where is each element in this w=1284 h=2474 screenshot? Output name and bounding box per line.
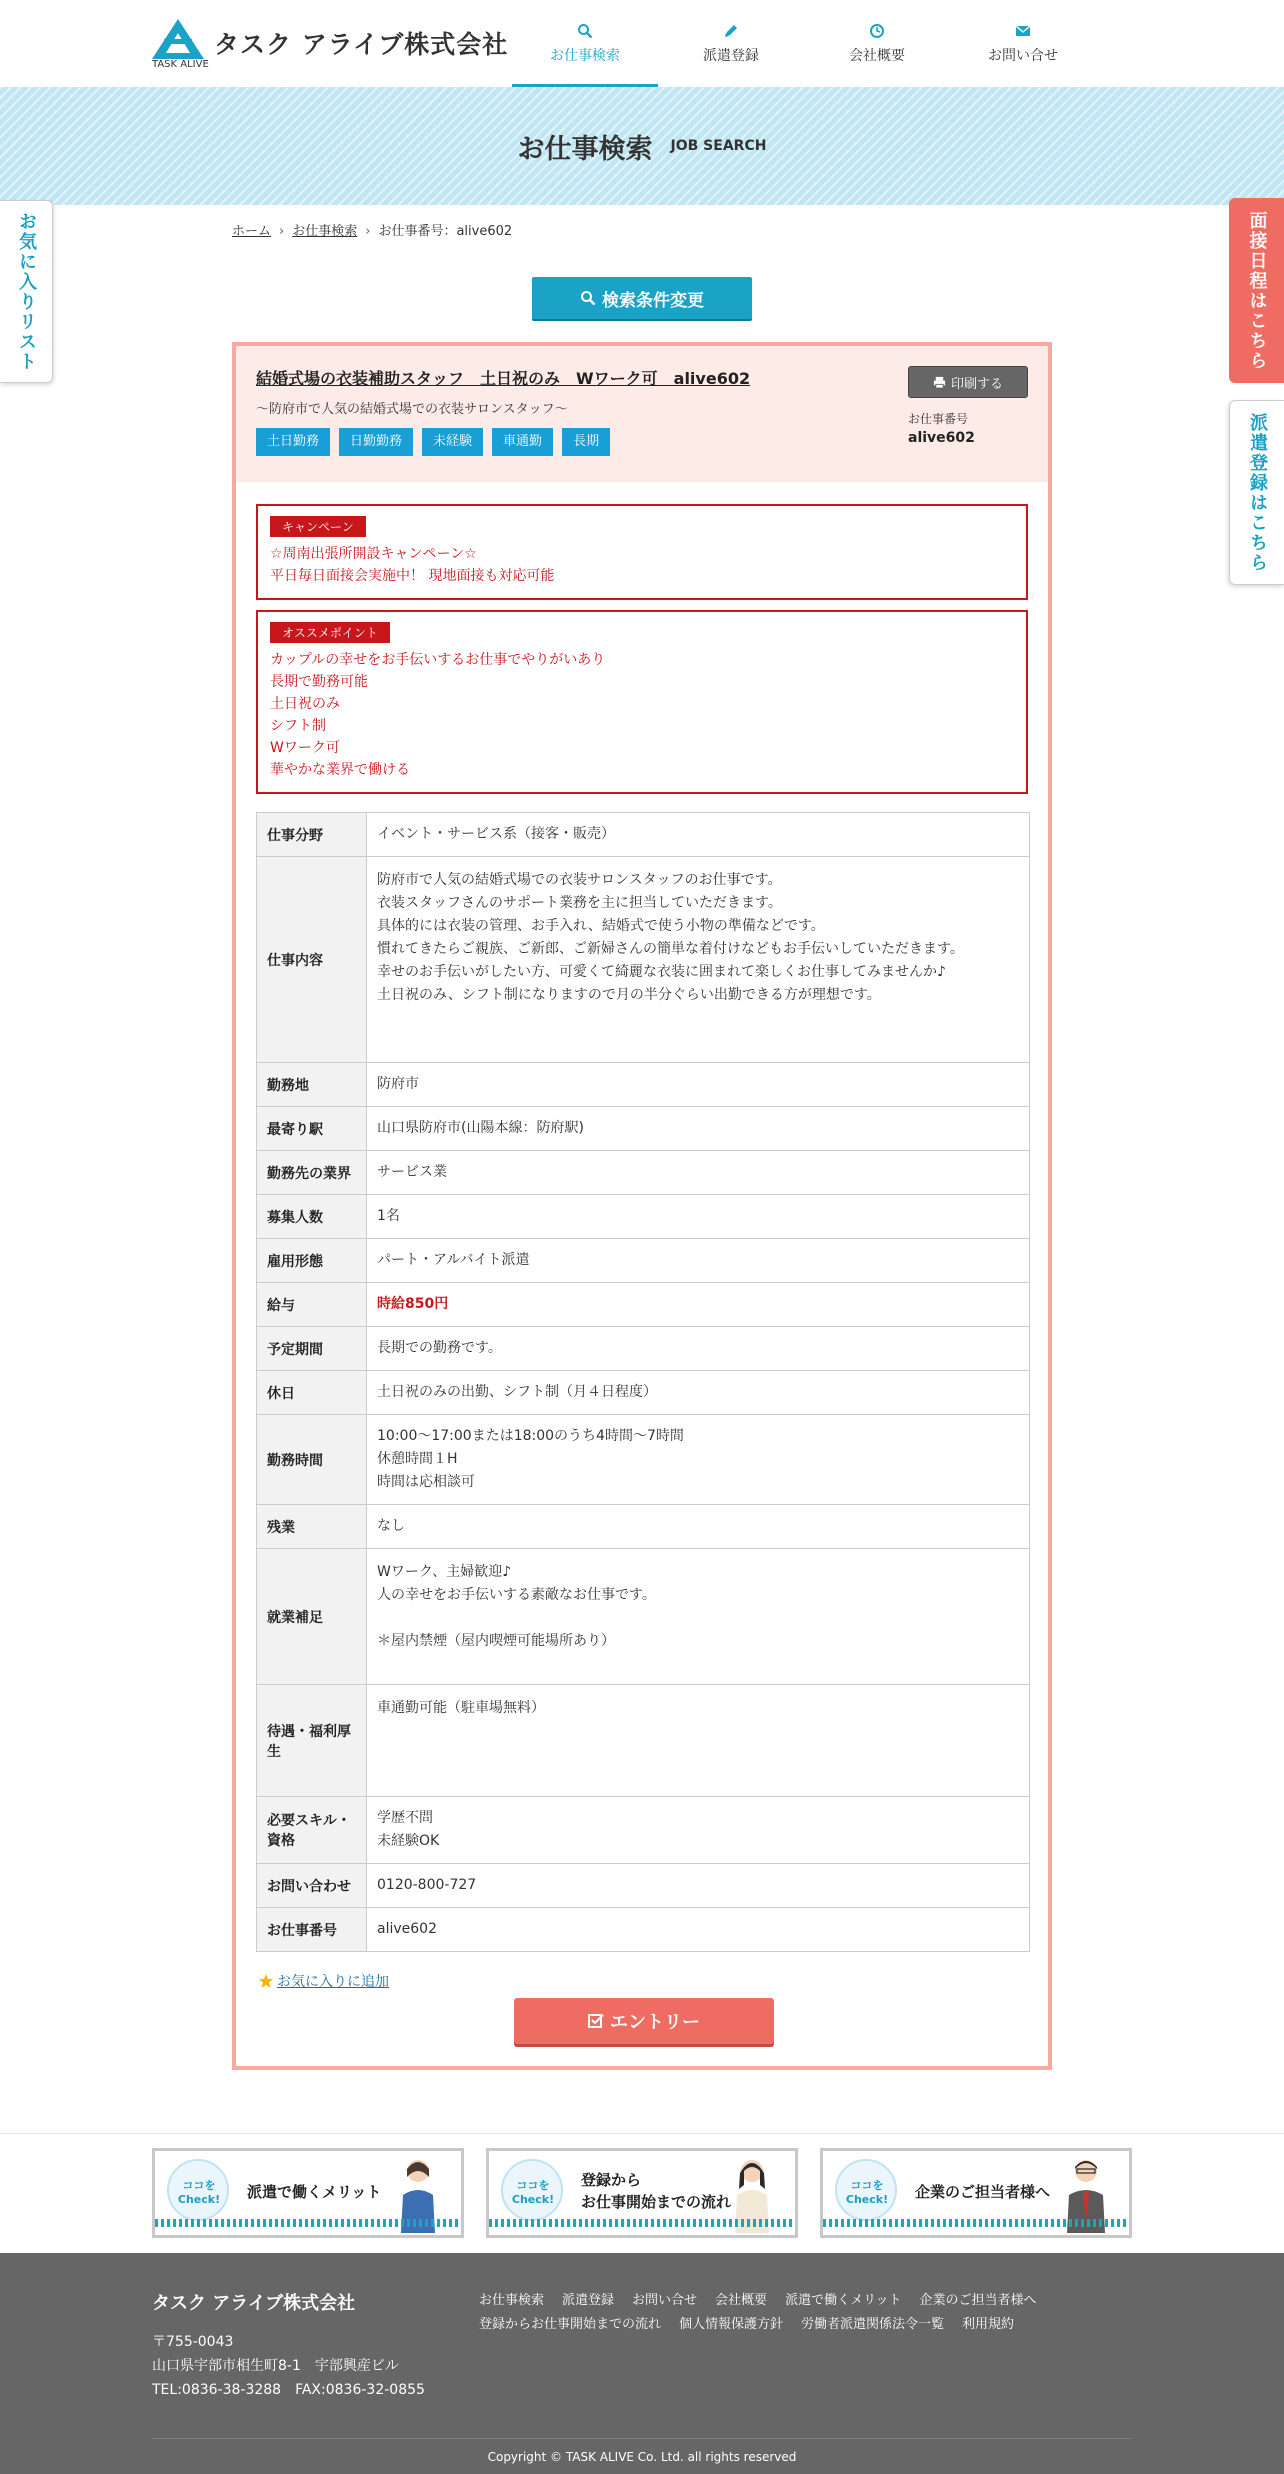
job-tag: 未経験 bbox=[422, 428, 483, 456]
banner-check-text: ココを Check! bbox=[177, 2179, 221, 2206]
row-label: 勤務時間 bbox=[257, 1415, 367, 1505]
footer-link[interactable]: 労働者派遣関係法令一覧 bbox=[801, 2317, 945, 2332]
footer-link[interactable]: 登録からお仕事開始までの流れ bbox=[479, 2317, 662, 2332]
job-card-header bbox=[236, 346, 1048, 482]
table-row bbox=[257, 1797, 1030, 1864]
table-row bbox=[257, 1685, 1030, 1797]
table-row bbox=[257, 1107, 1030, 1151]
row-label: 待遇・福利厚生 bbox=[257, 1685, 367, 1797]
table-row bbox=[257, 1239, 1030, 1283]
row-value bbox=[367, 1283, 1030, 1327]
table-row bbox=[257, 1063, 1030, 1107]
recommend-point: 土日祝のみ bbox=[270, 696, 340, 712]
row-value: 1名 bbox=[367, 1195, 1030, 1239]
recommend-point: 長期で勤務可能 bbox=[270, 674, 368, 690]
star-icon bbox=[258, 1973, 274, 1989]
table-row bbox=[257, 1371, 1030, 1415]
banner-stripe bbox=[155, 2219, 461, 2227]
job-tag: 車通勤 bbox=[492, 428, 553, 456]
salary-value: 時給850円 bbox=[377, 1296, 449, 1312]
entry-label: エントリー bbox=[610, 2012, 700, 2032]
row-value: サービス業 bbox=[367, 1151, 1030, 1195]
footer-divider bbox=[152, 2438, 1132, 2439]
row-value: なし bbox=[367, 1505, 1030, 1549]
print-label: 印刷する bbox=[950, 375, 1003, 391]
change-search-button[interactable] bbox=[532, 277, 752, 319]
job-subtitle: ～防府市で人気の結婚式場での衣装サロンスタッフ～ bbox=[256, 402, 568, 417]
row-label: お仕事番号 bbox=[257, 1908, 367, 1952]
add-favorite-label: お気に入りに追加 bbox=[277, 1974, 389, 1990]
job-number-label: お仕事番号 bbox=[908, 412, 969, 426]
job-title[interactable]: 結婚式場の衣装補助スタッフ 土日祝のみ Wワーク可 alive602 bbox=[256, 369, 751, 388]
table-row bbox=[257, 1151, 1030, 1195]
job-detail-table bbox=[256, 812, 1030, 1952]
search-icon bbox=[577, 23, 593, 39]
row-label: 休日 bbox=[257, 1371, 367, 1415]
banner-title: お仕事開始までの流れ bbox=[581, 2193, 732, 2211]
footer-link[interactable]: 企業のご担当者様へ bbox=[919, 2293, 1037, 2308]
nav-contact[interactable] bbox=[950, 0, 1096, 87]
table-row bbox=[257, 1908, 1030, 1952]
clock-icon bbox=[869, 23, 885, 39]
site-header bbox=[0, 0, 1284, 87]
banner-check-text: ココを Check! bbox=[511, 2179, 555, 2206]
table-row bbox=[257, 1549, 1030, 1685]
footer-address: 山口県宇部市相生町8-1 宇部興産ビル bbox=[152, 2358, 399, 2374]
row-value: 0120-800-727 bbox=[367, 1864, 1030, 1908]
nav-label: お仕事検索 bbox=[550, 47, 620, 64]
row-value: 土日祝のみの出勤、シフト制（月４日程度） bbox=[367, 1371, 1030, 1415]
campaign-line: 平日毎日面接会実施中！ 現地面接も対応可能 bbox=[270, 568, 555, 584]
envelope-icon bbox=[1015, 23, 1031, 39]
row-label: 募集人数 bbox=[257, 1195, 367, 1239]
recommend-point: カップルの幸せをお手伝いするお仕事でやりがいあり bbox=[270, 652, 606, 668]
table-row bbox=[257, 1415, 1030, 1505]
logo-subtext: TASK ALIVE bbox=[152, 59, 209, 70]
pencil-icon bbox=[723, 23, 739, 39]
logo-text: タスク アライブ株式会社 bbox=[214, 30, 509, 59]
nav-register[interactable] bbox=[658, 0, 804, 87]
row-value: イベント・サービス系（接客・販売） bbox=[367, 813, 1030, 857]
printer-icon bbox=[933, 376, 946, 389]
page-title-en: JOB SEARCH bbox=[670, 138, 767, 154]
recommend-point: 華やかな業界で働ける bbox=[270, 762, 410, 778]
search-icon bbox=[580, 290, 596, 306]
row-label: 最寄り駅 bbox=[257, 1107, 367, 1151]
nav-label: 会社概要 bbox=[849, 47, 905, 64]
banner-company[interactable] bbox=[820, 2148, 1132, 2238]
row-label: 雇用形態 bbox=[257, 1239, 367, 1283]
site-footer bbox=[0, 2253, 1284, 2474]
footer-link[interactable]: お仕事検索 bbox=[479, 2293, 545, 2308]
footer-link[interactable]: お問い合せ bbox=[632, 2293, 698, 2308]
banner-check-text: ココを Check! bbox=[845, 2179, 889, 2206]
row-label: 残業 bbox=[257, 1505, 367, 1549]
row-value: 防府市 bbox=[367, 1063, 1030, 1107]
banner-stripe bbox=[823, 2219, 1129, 2227]
row-value: 防府市で人気の結婚式場での衣装サロンスタッフのお仕事です。 衣装スタッフさんのサポート業務を主に担当していただきます。 具体的には衣装の管理、お手入れ、結婚式で使う小物の準備などです。 慣れてきたらご親族、ご新郎、ご新婦さんの簡単な着付けなどもお手伝いしていただきます。 幸せのお手伝いがしたい方、可愛くて綺麗な衣装に囲まれて楽しくお仕事してみませんか♪ 土日祝のみ、シフト制になりますので月の半分ぐらい出勤できる方が理想です。 bbox=[367, 857, 1030, 1063]
breadcrumb-search[interactable]: お仕事検索 bbox=[292, 224, 358, 239]
job-number: alive602 bbox=[908, 430, 975, 446]
row-value: 学歴不問 未経験OK bbox=[367, 1797, 1030, 1864]
table-row bbox=[257, 813, 1030, 857]
breadcrumb bbox=[232, 220, 512, 239]
job-tag: 土日勤務 bbox=[256, 428, 330, 456]
job-tag: 日勤勤務 bbox=[339, 428, 413, 456]
nav-label: 派遣登録 bbox=[703, 47, 759, 64]
main-nav bbox=[512, 0, 1096, 87]
banner-flow[interactable] bbox=[486, 2148, 798, 2238]
job-tag: 長期 bbox=[562, 428, 610, 456]
banner-title: 企業のご担当者様へ bbox=[915, 2183, 1051, 2201]
row-value: 長期での勤務です。 bbox=[367, 1327, 1030, 1371]
row-label: 仕事分野 bbox=[257, 813, 367, 857]
row-label: 勤務先の業界 bbox=[257, 1151, 367, 1195]
row-value: 山口県防府市(山陽本線：防府駅) bbox=[367, 1107, 1030, 1151]
page-title: お仕事検索 bbox=[517, 133, 653, 165]
footer-link[interactable]: 個人情報保護方針 bbox=[679, 2317, 784, 2332]
row-label: 仕事内容 bbox=[257, 857, 367, 1063]
row-label: 給与 bbox=[257, 1283, 367, 1327]
job-card bbox=[232, 342, 1052, 2070]
breadcrumb-home[interactable]: ホーム bbox=[232, 224, 272, 239]
entry-button[interactable] bbox=[514, 1998, 774, 2044]
footer-postal: 〒755-0043 bbox=[152, 2334, 234, 2350]
chevron-right-icon: › bbox=[365, 224, 371, 239]
breadcrumb-current: お仕事番号：alive602 bbox=[378, 224, 513, 239]
nav-company[interactable] bbox=[804, 0, 950, 87]
banner-title: 派遣で働くメリット bbox=[247, 2183, 382, 2201]
add-favorite-link[interactable] bbox=[258, 1971, 389, 1991]
recommend-point: シフト制 bbox=[270, 718, 326, 734]
row-value: alive602 bbox=[367, 1908, 1030, 1952]
table-row bbox=[257, 1505, 1030, 1549]
footer-links bbox=[479, 2289, 1099, 2337]
recommend-points-label: オススメポイント bbox=[270, 622, 390, 643]
campaign-line: ☆周南出張所開設キャンペーン☆ bbox=[270, 546, 477, 562]
campaign-label: キャンペーン bbox=[270, 516, 366, 537]
table-row bbox=[257, 857, 1030, 1063]
table-row bbox=[257, 1195, 1030, 1239]
section-divider bbox=[0, 2133, 1284, 2134]
favorites-list-label: お気に入りリスト bbox=[16, 211, 37, 372]
row-label: 勤務地 bbox=[257, 1063, 367, 1107]
table-row bbox=[257, 1283, 1030, 1327]
nav-label: お問い合せ bbox=[988, 47, 1058, 64]
register-tab-label: 派遣登録はこちら bbox=[1247, 412, 1268, 573]
row-value: Wワーク、主婦歓迎♪ 人の幸せをお手伝いする素敵なお仕事です。 ＊屋内禁煙（屋内喫煙可能場所あり） bbox=[367, 1549, 1030, 1685]
interview-schedule-tab[interactable] bbox=[1229, 198, 1284, 383]
row-label: 就業補足 bbox=[257, 1549, 367, 1685]
interview-schedule-label: 面接日程はこちら bbox=[1246, 210, 1268, 371]
footer-link[interactable]: 派遣登録 bbox=[562, 2293, 615, 2308]
recommend-points-box bbox=[256, 610, 1028, 794]
footer-link[interactable]: 利用規約 bbox=[962, 2317, 1015, 2332]
row-label: 必要スキル・資格 bbox=[257, 1797, 367, 1864]
copyright: Copyright © TASK ALIVE Co. Ltd. all rights reserved bbox=[487, 2450, 797, 2464]
print-button[interactable] bbox=[908, 366, 1028, 398]
register-tab[interactable] bbox=[1229, 400, 1284, 585]
row-value: 10:00～17:00または18:00のうち4時間～7時間 休憩時間１H 時間は応相談可 bbox=[367, 1415, 1030, 1505]
table-row bbox=[257, 1327, 1030, 1371]
checkbox-icon bbox=[588, 2013, 604, 2029]
nav-job-search[interactable] bbox=[512, 0, 658, 87]
campaign-box bbox=[256, 504, 1028, 600]
row-value: パート・アルバイト派遣 bbox=[367, 1239, 1030, 1283]
footer-link[interactable]: 会社概要 bbox=[715, 2293, 768, 2308]
site-logo[interactable] bbox=[152, 19, 509, 70]
row-label: 予定期間 bbox=[257, 1327, 367, 1371]
banner-merit[interactable] bbox=[152, 2148, 464, 2238]
row-value: 車通勤可能（駐車場無料） bbox=[367, 1685, 1030, 1797]
banner-title: 登録から bbox=[581, 2171, 642, 2189]
banner-stripe bbox=[489, 2219, 795, 2227]
table-row bbox=[257, 1864, 1030, 1908]
footer-tel: TEL:0836-38-3288 FAX:0836-32-0855 bbox=[152, 2382, 425, 2398]
footer-company: タスク アライブ株式会社 bbox=[152, 2293, 356, 2314]
chevron-right-icon: › bbox=[279, 224, 285, 239]
footer-link[interactable]: 派遣で働くメリット bbox=[785, 2293, 902, 2308]
page-title-band bbox=[0, 87, 1284, 205]
job-tags bbox=[256, 428, 610, 456]
recommend-point: Wワーク可 bbox=[270, 740, 340, 756]
change-search-label: 検索条件変更 bbox=[602, 290, 704, 310]
row-label: お問い合わせ bbox=[257, 1864, 367, 1908]
favorites-list-tab[interactable] bbox=[0, 200, 53, 383]
